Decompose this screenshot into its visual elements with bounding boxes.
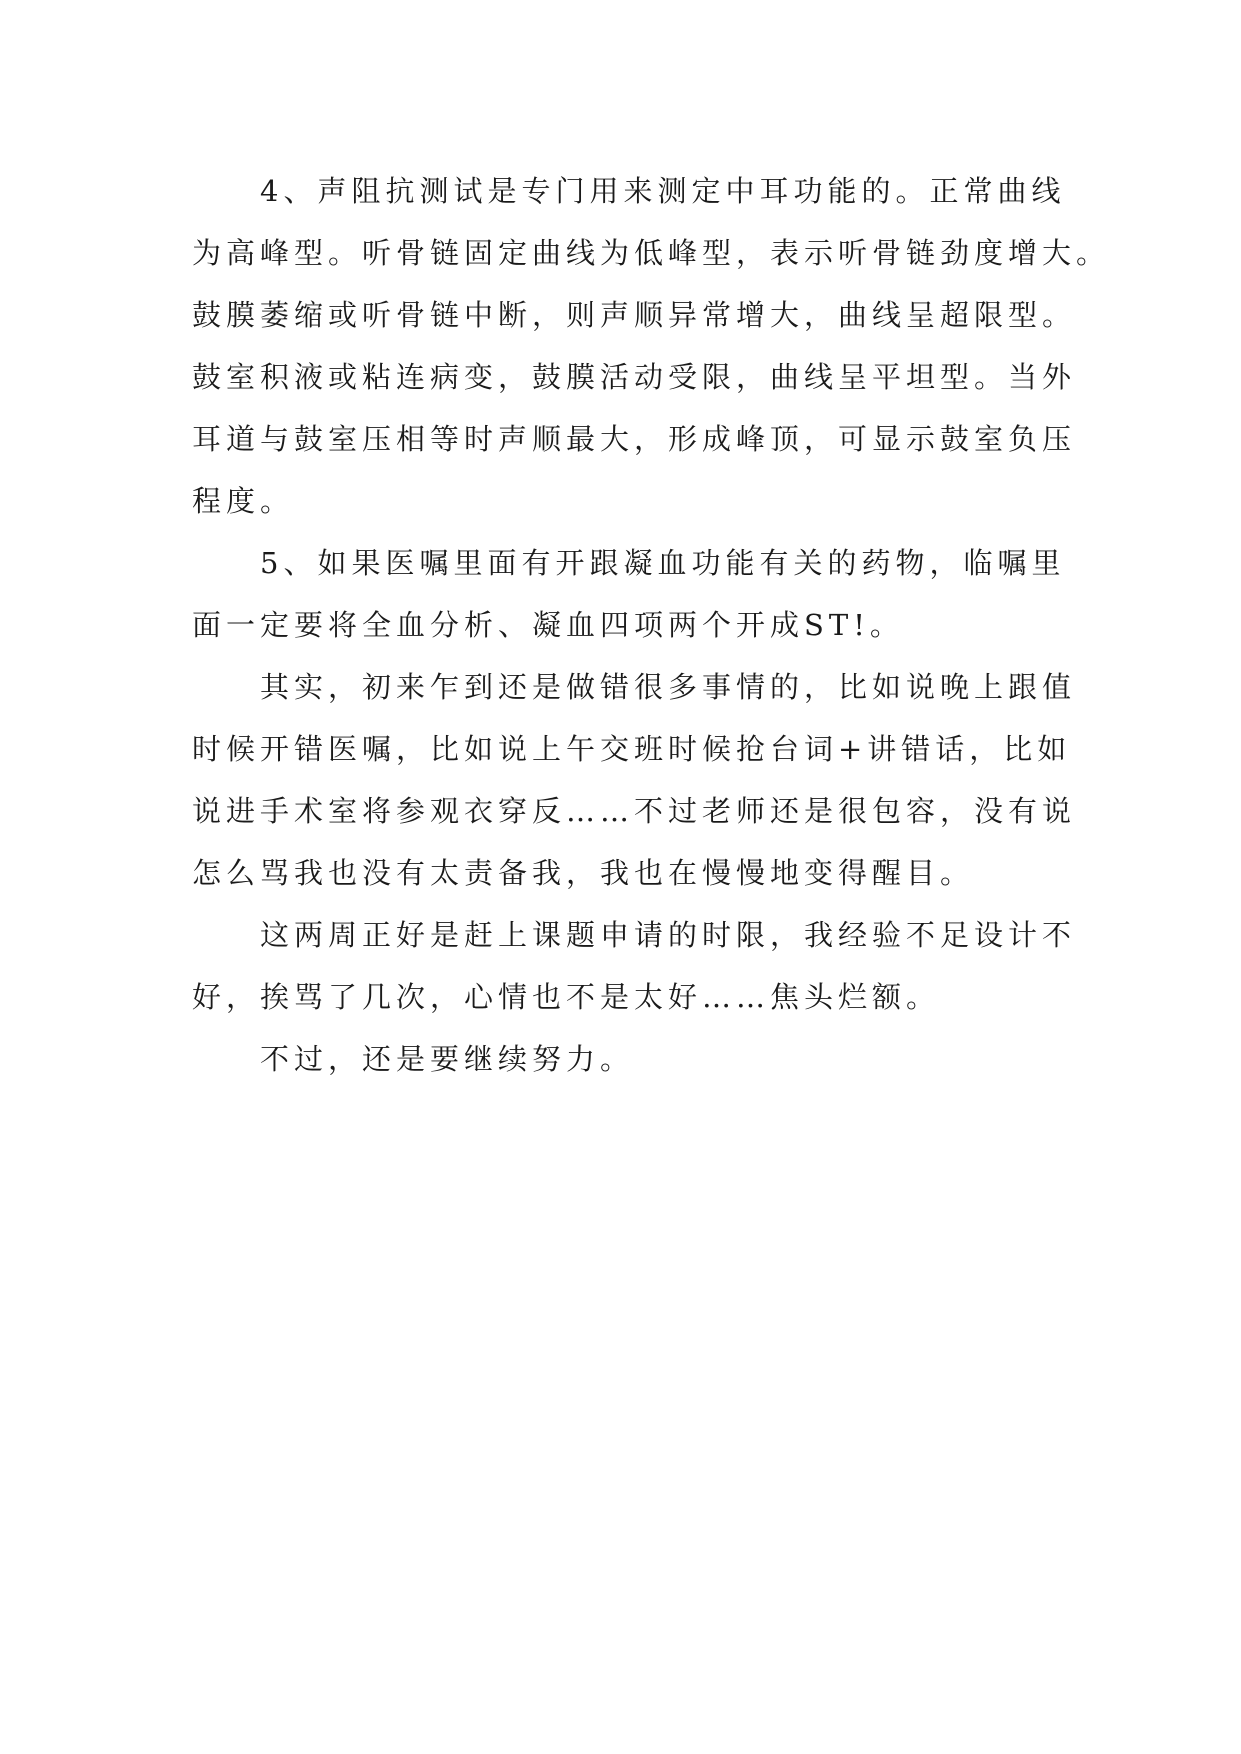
text-line: 时候开错医嘱，比如说上午交班时候抢台词+讲错话，比如 bbox=[192, 732, 1072, 766]
text-line: 鼓室积液或粘连病变，鼓膜活动受限，曲线呈平坦型。当外 bbox=[192, 360, 1077, 394]
text-line: 为高峰型。听骨链固定曲线为低峰型，表示听骨链劲度增大。 bbox=[192, 236, 1111, 270]
text-line: 说进手术室将参观衣穿反……不过老师还是很包容，没有说 bbox=[192, 794, 1077, 828]
paragraph-mistakes bbox=[192, 656, 1077, 904]
text-line: 怎么骂我也没有太责备我，我也在慢慢地变得醒目。 bbox=[192, 856, 975, 890]
text-line: 这两周正好是赶上课题申请的时限，我经验不足设计不 bbox=[260, 918, 1077, 952]
text-line: 程度。 bbox=[192, 484, 295, 518]
text-line: 好，挨骂了几次，心情也不是太好……焦头烂额。 bbox=[192, 980, 941, 1014]
paragraph-impedance-test bbox=[192, 160, 1111, 532]
paragraph-coagulation-orders bbox=[192, 532, 1066, 656]
text-line: 其实，初来乍到还是做错很多事情的，比如说晚上跟值 bbox=[260, 670, 1077, 704]
text-line: 鼓膜萎缩或听骨链中断，则声顺异常增大，曲线呈超限型。 bbox=[192, 298, 1077, 332]
text-line: 不过，还是要继续努力。 bbox=[260, 1042, 635, 1076]
text-line: 面一定要将全血分析、凝血四项两个开成ST!。 bbox=[192, 608, 904, 642]
paragraph-closing bbox=[192, 1028, 1054, 1090]
text-line: 耳道与鼓室压相等时声顺最大，形成峰顶，可显示鼓室负压 bbox=[192, 422, 1077, 456]
document-body bbox=[192, 160, 1111, 1090]
paragraph-research-proposal bbox=[192, 904, 1077, 1028]
text-line: 4、声阻抗测试是专门用来测定中耳功能的。正常曲线 bbox=[260, 174, 1066, 208]
text-line: 5、如果医嘱里面有开跟凝血功能有关的药物，临嘱里 bbox=[260, 546, 1066, 580]
